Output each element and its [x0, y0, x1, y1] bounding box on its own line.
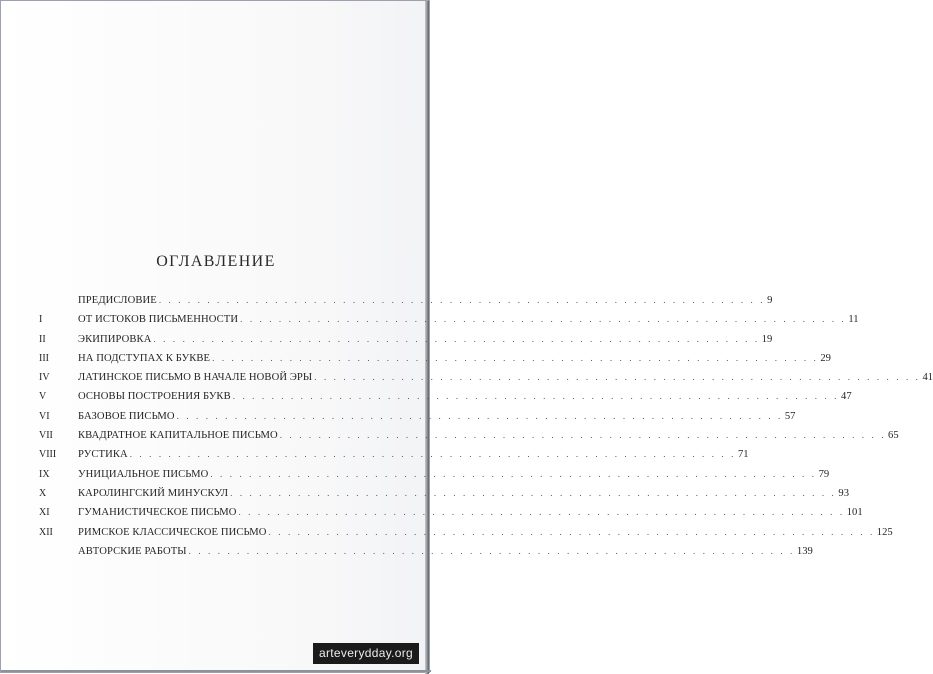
toc-leader-dots: . . . . . . . . . . . . . . . . . . . . . . . . . . . . . . . . . . . . . . . . . . . . . . . . . . . . . . . . . . . . . . .: [240, 310, 846, 329]
toc-leader-dots: . . . . . . . . . . . . . . . . . . . . . . . . . . . . . . . . . . . . . . . . . . . . . . . . . . . . . . . . . . . . . . .: [269, 523, 875, 542]
toc-entry: [39, 368, 357, 387]
toc-entry-number: V: [39, 387, 73, 406]
toc-entry-number: VI: [39, 407, 73, 426]
watermark-badge: arteverydday.org: [313, 643, 419, 664]
toc-leader-dots: . . . . . . . . . . . . . . . . . . . . . . . . . . . . . . . . . . . . . . . . . . . . . . . . . . . . . . . . . . . . . . .: [314, 368, 920, 387]
toc-entry-page: 19: [762, 330, 773, 349]
toc-entry: [39, 407, 357, 426]
toc-entry-page: 71: [738, 445, 749, 464]
toc-leader-dots: . . . . . . . . . . . . . . . . . . . . . . . . . . . . . . . . . . . . . . . . . . . . . . . . . . . . . . . . . . . . . . .: [212, 349, 818, 368]
toc-entry-title: НА ПОДСТУПАХ К БУКВЕ: [78, 349, 210, 368]
toc-entry-title: РИМСКОЕ КЛАССИЧЕСКОЕ ПИСЬМО: [78, 523, 267, 542]
toc-entry-number: II: [39, 330, 73, 349]
toc-entry-title: ЛАТИНСКОЕ ПИСЬМО В НАЧАЛЕ НОВОЙ ЭРЫ: [78, 368, 312, 387]
book-page: [0, 0, 430, 673]
toc-entry: [39, 503, 357, 522]
toc-entry-title: УНИЦИАЛЬНОЕ ПИСЬМО: [78, 465, 208, 484]
toc-entry-page: 65: [888, 426, 899, 445]
toc-entry-title: ЭКИПИРОВКА: [78, 330, 151, 349]
toc-leader-dots: . . . . . . . . . . . . . . . . . . . . . . . . . . . . . . . . . . . . . . . . . . . . . . . . . . . . . . . . . . . . . . .: [230, 484, 836, 503]
toc-entry: [39, 330, 357, 349]
toc-entry-number: VIII: [39, 445, 73, 464]
toc-entry-title: АВТОРСКИЕ РАБОТЫ: [78, 542, 187, 561]
toc-entry: [39, 523, 357, 542]
toc-leader-dots: . . . . . . . . . . . . . . . . . . . . . . . . . . . . . . . . . . . . . . . . . . . . . . . . . . . . . . . . . . . . . . .: [280, 426, 886, 445]
toc-entry-number: IX: [39, 465, 73, 484]
toc-entry-page: 9: [767, 291, 772, 310]
toc-entry-number: I: [39, 310, 73, 329]
toc-entry: [39, 291, 357, 310]
toc-leader-dots: . . . . . . . . . . . . . . . . . . . . . . . . . . . . . . . . . . . . . . . . . . . . . . . . . . . . . . . . . . . . . . .: [177, 407, 783, 426]
toc-entry-number: XI: [39, 503, 73, 522]
toc-entry: [39, 542, 357, 561]
toc-entry-title: ОТ ИСТОКОВ ПИСЬМЕННОСТИ: [78, 310, 238, 329]
toc-entry-number: IV: [39, 368, 73, 387]
toc-entry-number: VII: [39, 426, 73, 445]
toc-entry-page: 125: [877, 523, 893, 542]
page-edge-shadow-bottom: [1, 670, 431, 672]
toc-entry-page: 41: [923, 368, 933, 387]
toc-entry-title: КАРОЛИНГСКИЙ МИНУСКУЛ: [78, 484, 228, 503]
toc-entry: [39, 484, 357, 503]
toc-entry-title: КВАДРАТНОЕ КАПИТАЛЬНОЕ ПИСЬМО: [78, 426, 278, 445]
toc-leader-dots: . . . . . . . . . . . . . . . . . . . . . . . . . . . . . . . . . . . . . . . . . . . . . . . . . . . . . . . . . . . . . . .: [153, 330, 759, 349]
toc-entry-title: ПРЕДИСЛОВИЕ: [78, 291, 157, 310]
toc-entry: [39, 349, 357, 368]
toc-entry-page: 139: [797, 542, 813, 561]
toc-entry-page: 11: [848, 310, 858, 329]
toc-leader-dots: . . . . . . . . . . . . . . . . . . . . . . . . . . . . . . . . . . . . . . . . . . . . . . . . . . . . . . . . . . . . . . .: [130, 445, 736, 464]
toc-entry: [39, 387, 357, 406]
toc-leader-dots: . . . . . . . . . . . . . . . . . . . . . . . . . . . . . . . . . . . . . . . . . . . . . . . . . . . . . . . . . . . . . . .: [189, 542, 795, 561]
toc-entry-number: III: [39, 349, 73, 368]
toc-entry-page: 29: [820, 349, 831, 368]
toc-entry-title: ГУМАНИСТИЧЕСКОЕ ПИСЬМО: [78, 503, 236, 522]
toc-leader-dots: . . . . . . . . . . . . . . . . . . . . . . . . . . . . . . . . . . . . . . . . . . . . . . . . . . . . . . . . . . . . . . .: [238, 503, 844, 522]
toc-entry: [39, 465, 357, 484]
toc-entry-page: 79: [819, 465, 830, 484]
toc-leader-dots: . . . . . . . . . . . . . . . . . . . . . . . . . . . . . . . . . . . . . . . . . . . . . . . . . . . . . . . . . . . . . . .: [233, 387, 839, 406]
toc-entry-title: РУСТИКА: [78, 445, 128, 464]
toc-title: ОГЛАВЛЕНИЕ: [1, 253, 431, 271]
toc-entry-page: 57: [785, 407, 796, 426]
toc-entry-page: 101: [847, 503, 863, 522]
toc-entry-number: X: [39, 484, 73, 503]
toc-entry-title: БАЗОВОЕ ПИСЬМО: [78, 407, 175, 426]
toc-leader-dots: . . . . . . . . . . . . . . . . . . . . . . . . . . . . . . . . . . . . . . . . . . . . . . . . . . . . . . . . . . . . . . .: [210, 465, 816, 484]
toc-entry-page: 93: [838, 484, 849, 503]
toc-leader-dots: . . . . . . . . . . . . . . . . . . . . . . . . . . . . . . . . . . . . . . . . . . . . . . . . . . . . . . . . . . . . . . .: [159, 291, 765, 310]
toc-entry-number: XII: [39, 523, 73, 542]
toc-entry-title: ОСНОВЫ ПОСТРОЕНИЯ БУКВ: [78, 387, 231, 406]
table-of-contents: [39, 291, 357, 561]
toc-entry: [39, 426, 357, 445]
toc-entry: [39, 445, 357, 464]
toc-entry-page: 47: [841, 387, 852, 406]
toc-entry: [39, 310, 357, 329]
